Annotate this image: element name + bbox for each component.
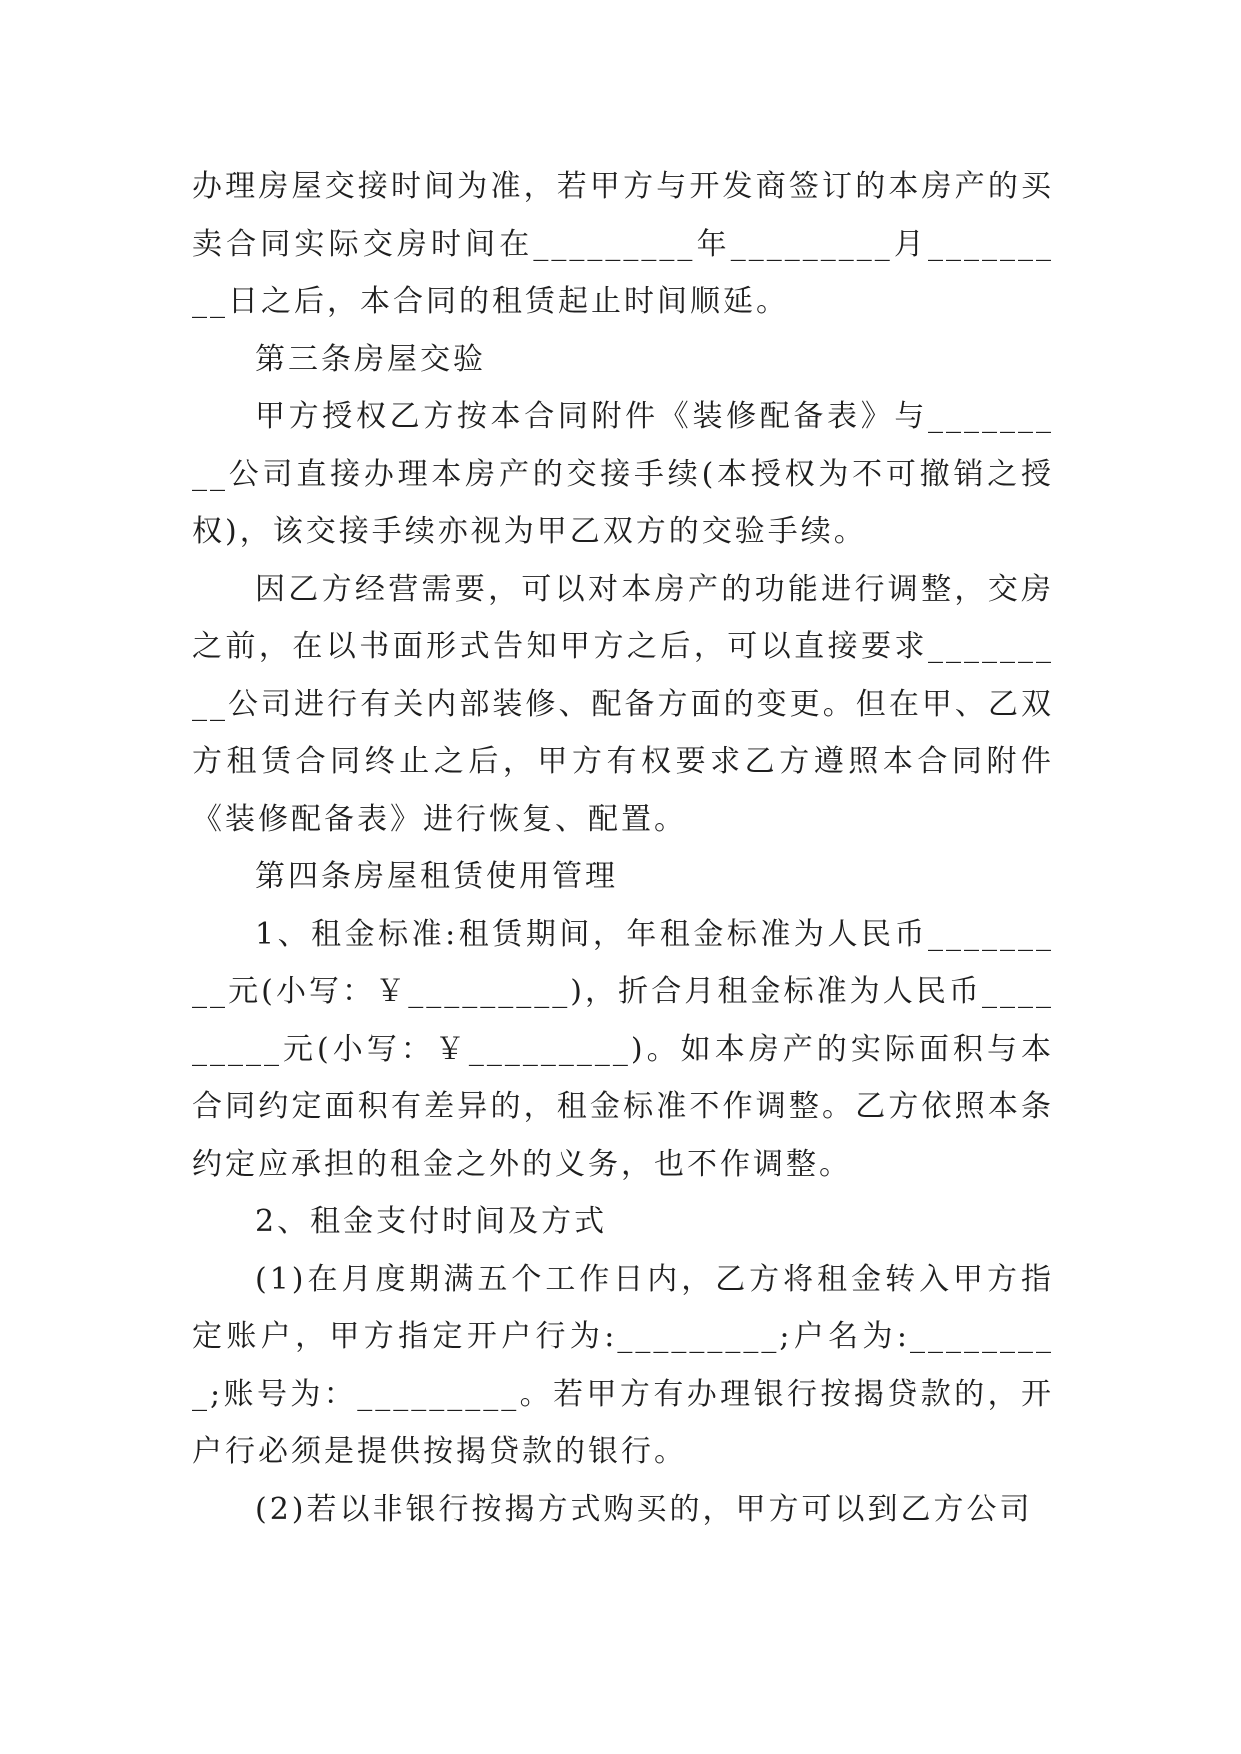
paragraph: 1、租金标准:租赁期间，年租金标准为人民币_________元(小写：￥_________)，折合月租金标准为人民币_________元(小写：￥_________)。如本房产的实际面积与本合同约定面积有差异的，租金标准不作调整。乙方依照本条约定应承担的租金之外的义务，也不作调整。 [192, 916, 1054, 1182]
document-body [192, 158, 1054, 1538]
section-heading-4: 第四条房屋租赁使用管理 [255, 859, 618, 894]
section-heading-3: 第三条房屋交验 [255, 341, 486, 377]
paragraph: (1)在月度期满五个工作日内，乙方将租金转入甲方指定账户，甲方指定开户行为:_________;户名为:_________;账号为：_________。若甲方有办理银行按揭贷款的，开户行必须是提供按揭贷款的银行。 [192, 1261, 1054, 1469]
paragraph: (2)若以非银行按揭方式购买的，甲方可以到乙方公司 [255, 1491, 1033, 1527]
paragraph: 因乙方经营需要，可以对本房产的功能进行调整，交房之前，在以书面形式告知甲方之后，可以直接要求_________公司进行有关内部装修、配备方面的变更。但在甲、乙双方租赁合同终止之后，甲方有权要求乙方遵照本合同附件《装修配备表》进行恢复、配置。 [192, 571, 1054, 837]
paragraph: 甲方授权乙方按本合同附件《装修配备表》与_________公司直接办理本房产的交接手续(本授权为不可撤销之授权)，该交接手续亦视为甲乙双方的交验手续。 [192, 399, 1054, 549]
paragraph: 办理房屋交接时间为准，若甲方与开发商签订的本房产的买卖合同实际交房时间在_________年_________月_________日之后，本合同的租赁起止时间顺延。 [192, 169, 1054, 319]
paragraph: 2、租金支付时间及方式 [255, 1204, 608, 1239]
